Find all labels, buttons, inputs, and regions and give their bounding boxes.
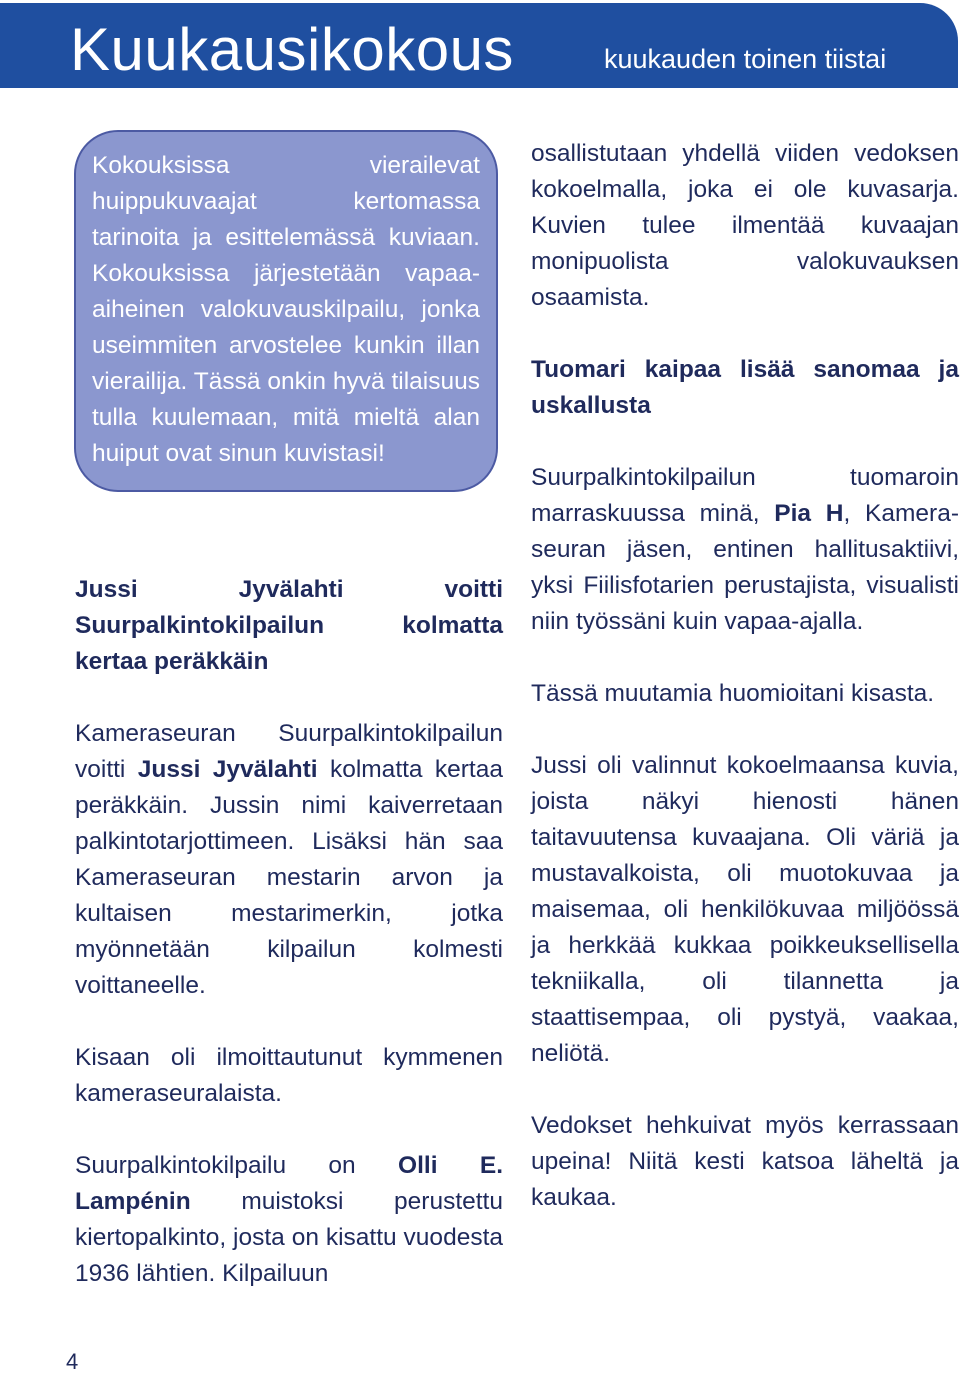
text-run: Suurpalkintokilpailun tuomaroin marraskuussa minä,	[531, 464, 959, 527]
text-run: kolmatta kertaa peräkkäin. Jussin nimi kaiverretaan palkintotarjottimeen. Lisäksi hän saa Kameraseuran mestarin arvon ja kultaisen mestarimerkin, jotka myönnetään kilpailun kolmesti voittaneelle.	[75, 756, 503, 999]
callout-box	[74, 130, 498, 492]
article-paragraph: Kisaan oli ilmoittautunut kymmenen kameraseuralaista.	[75, 1044, 503, 1107]
judge-name: Pia H	[774, 500, 844, 527]
page-title: Kuukausikokous	[70, 16, 514, 83]
article-paragraph	[75, 1148, 503, 1292]
text-run: Kameraseuran Suurpalkintokilpailun voitti	[75, 720, 503, 783]
text-run: , Kamera-seuran jäsen, entinen hallitusaktiivi, yksi Fiilisfotarien perustajista, visualisti niin työssäni kuin vapaa-ajalla.	[531, 500, 959, 635]
page-subtitle: kuukauden toinen tiistai	[604, 44, 887, 74]
header-banner	[0, 3, 958, 88]
text-run: Suurpalkintokilpailu on	[75, 1152, 399, 1179]
article-heading: Jussi Jyvälahti voitti Suurpalkintokilpailun kolmatta kertaa peräkkäin	[75, 576, 503, 675]
article-paragraph: Jussi oli valinnut kokoelmaansa kuvia, joista näkyi hienosti hänen taitavuutensa kuvaajana. Oli väriä ja mustavalkoista, oli muotokuvaa ja maisemaa, oli henkilökuvaa miljöössä ja herkkää kukkaa poikkeuksellisella tekniikalla, oli tilannetta ja staattisempaa, oli pystyä, vaakaa, neliötä.	[531, 752, 959, 1067]
founder-name: Olli E. Lampénin	[75, 1152, 503, 1215]
winner-name: Jussi Jyvälahti	[137, 756, 318, 783]
article-paragraph	[531, 460, 959, 640]
right-column	[531, 136, 959, 1216]
text-run: muistoksi perustettu kiertopalkinto, josta on kisattu vuodesta 1936 lähtien. Kilpailuun	[75, 1188, 503, 1287]
left-column	[75, 572, 503, 1292]
article-paragraph: Tässä muutamia huomioitani kisasta.	[531, 680, 935, 707]
article-paragraph: Vedokset hehkuivat myös kerrassaan upeina! Niitä kesti katsoa läheltä ja kaukaa.	[531, 1112, 959, 1211]
page-number: 4	[66, 1349, 79, 1374]
callout-text: Kokouksissa vierailevat huippukuvaajat kertomassa tarinoita ja esittelemässä kuviaan. Kokouksissa järjestetään vapaa-aiheinen valokuvauskilpailu, jonka useimmiten arvostelee kunkin illan vierailija. Tässä onkin hyvä tilaisuus tulla kuulemaan, mitä mieltä alan huiput ovat sinun kuvistasi!	[92, 152, 480, 467]
section-heading: Tuomari kaipaa lisää sanomaa ja uskallusta	[531, 356, 959, 419]
article-paragraph: osallistutaan yhdellä viiden vedoksen kokoelmalla, joka ei ole kuvasarja. Kuvien tulee ilmentää kuvaajan monipuolista valokuvauksen osaamista.	[531, 140, 959, 311]
article-paragraph	[75, 716, 503, 1004]
